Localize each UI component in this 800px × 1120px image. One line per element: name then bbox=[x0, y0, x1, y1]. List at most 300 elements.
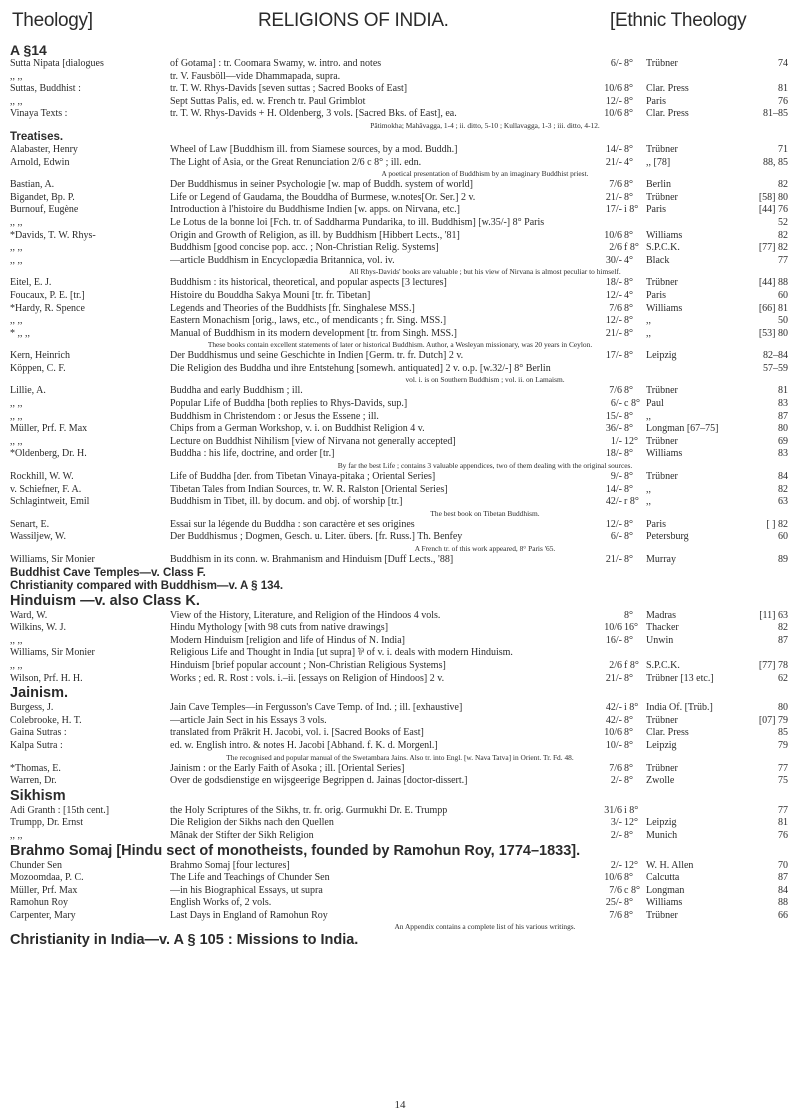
entry-price: 6/- bbox=[610, 58, 622, 69]
entry-publisher: Trübner bbox=[646, 435, 678, 447]
entry-price: 10/6 bbox=[604, 108, 622, 120]
entry-price: 12/- bbox=[605, 289, 622, 301]
book-entry bbox=[10, 885, 790, 898]
entry-title: Die Religion der Sikhs nach den Quellen bbox=[170, 817, 334, 829]
book-entry bbox=[10, 702, 790, 715]
entry-title: Works ; ed. R. Rost : vols. i.–ii. [essays on Religion of Hindoos] 2 v. bbox=[170, 672, 445, 684]
entry-year: 87 bbox=[778, 872, 788, 884]
entry-author: ,, ,, bbox=[10, 634, 23, 646]
entry-title: —article Jain Sect in his Essays 3 vols. bbox=[170, 714, 327, 726]
book-entry bbox=[10, 192, 790, 205]
entry-price: 7/6 bbox=[609, 179, 622, 191]
entry-publisher: S.P.C.K. bbox=[646, 659, 680, 671]
entry-price: 25/- bbox=[605, 897, 622, 909]
entry-price: 1/- bbox=[610, 435, 622, 447]
entry-title: Hindu Mythology [with 98 cuts from native drawings] bbox=[170, 622, 389, 634]
entry-author: ,, ,, bbox=[10, 315, 23, 327]
entry-year: 50 bbox=[778, 315, 788, 327]
section-heading bbox=[10, 685, 790, 702]
entry-price: 14/- bbox=[605, 143, 622, 155]
entry-publisher: Unwin bbox=[646, 634, 674, 646]
entry-price: 10/6 bbox=[604, 622, 622, 634]
entry-title: Brahmo Somaj [four lectures] bbox=[170, 859, 290, 871]
book-entry bbox=[10, 83, 790, 96]
book-entry bbox=[10, 715, 790, 728]
entry-publisher: W. H. Allen bbox=[646, 859, 694, 871]
entry-publisher: Munich bbox=[646, 829, 678, 841]
heading-text: Buddhist Cave Temples—v. Class F. bbox=[10, 566, 206, 579]
entry-format: 8° bbox=[624, 483, 633, 495]
book-entry bbox=[10, 144, 790, 157]
entry-author: Arnold, Edwin bbox=[10, 156, 70, 168]
annotation-note bbox=[10, 340, 790, 350]
annotation-note bbox=[10, 509, 790, 519]
entry-year: 81 bbox=[778, 385, 788, 397]
entry-publisher: Trübner bbox=[646, 277, 678, 289]
entry-title: Manual of Buddhism in its modern development [tr. from Singh. MSS.] bbox=[170, 327, 457, 339]
entry-title: Buddhism [good concise pop. acc. ; Non-Christian Relig. Systems] bbox=[170, 242, 439, 254]
entry-year: 88 bbox=[778, 897, 788, 909]
entry-author: Adi Granth : [15th cent.] bbox=[10, 804, 110, 816]
entry-author: Sutta Nipata [dialogues bbox=[10, 58, 104, 69]
entry-publisher: Thacker bbox=[646, 622, 679, 634]
entry-price: 17/- bbox=[605, 204, 622, 216]
entry-author: Kalpa Sutra : bbox=[10, 739, 63, 751]
book-entry bbox=[10, 610, 790, 623]
entry-author: Alabaster, Henry bbox=[10, 143, 78, 155]
heading-text: Treatises. bbox=[10, 130, 64, 143]
entry-publisher: Clar. Press bbox=[646, 727, 689, 739]
entry-title: Life or Legend of Gaudama, the Bouddha of Burmese, w.notes[Or. Ser.] 2 v. bbox=[170, 191, 476, 203]
entry-price: 15/- bbox=[605, 410, 622, 422]
heading-text: Hinduism —v. also Class K. bbox=[10, 592, 200, 609]
header-left: Theology] bbox=[12, 10, 93, 31]
entry-publisher: Clar. Press bbox=[646, 83, 689, 95]
book-entry bbox=[10, 860, 790, 873]
entry-year: 88, 85 bbox=[763, 156, 788, 168]
entry-year: 63 bbox=[778, 496, 788, 508]
entry-year: 60 bbox=[778, 531, 788, 543]
book-entry bbox=[10, 531, 790, 544]
book-entry bbox=[10, 763, 790, 776]
entry-price: 2/- bbox=[610, 829, 622, 841]
section-heading bbox=[10, 932, 790, 949]
entry-title: Die Religion des Buddha und ihre Entstehung [somewh. antiquated] 2 v. o.p. [w.32/-] 8° Berlin bbox=[170, 362, 551, 374]
entry-author: Köppen, C. F. bbox=[10, 362, 66, 374]
entry-year: 77 bbox=[778, 254, 788, 266]
entry-author: Colebrooke, H. T. bbox=[10, 714, 82, 726]
book-entry bbox=[10, 242, 790, 255]
entry-publisher: Calcutta bbox=[646, 872, 680, 884]
heading-text: Brahmo Somaj [Hindu sect of monotheists, founded by Ramohun Roy, 1774–1833]. bbox=[10, 842, 581, 859]
entry-price: 10/6 bbox=[604, 83, 622, 95]
entry-author: Williams, Sir Monier bbox=[10, 554, 95, 565]
entry-format: 8° bbox=[624, 302, 633, 314]
book-entry bbox=[10, 519, 790, 532]
book-entry bbox=[10, 303, 790, 316]
entry-title: translated from Prâkrit H. Jacobi, vol. i. [Sacred Books of East] bbox=[170, 727, 424, 739]
entry-title: Der Buddhismus ; Dogmen, Gesch. u. Liter. übers. [fr. Russ.] Th. Benfey bbox=[170, 531, 463, 543]
book-entry bbox=[10, 71, 790, 84]
entry-author: ,, ,, bbox=[10, 398, 23, 410]
entry-format: 8° bbox=[624, 531, 633, 543]
entry-format: 8° bbox=[624, 897, 633, 909]
entry-price: 16/- bbox=[605, 634, 622, 646]
entry-format: 8° bbox=[624, 423, 633, 435]
entry-title: Legends and Theories of the Buddhists [fr. Singhalese MSS.] bbox=[170, 302, 415, 314]
entry-year: 81 bbox=[778, 83, 788, 95]
entry-title: Lecture on Buddhist Nihilism [view of Nirvana not generally accepted] bbox=[170, 435, 456, 447]
entry-price: 21/- bbox=[605, 672, 622, 684]
book-entry bbox=[10, 471, 790, 484]
entry-price: 17/- bbox=[605, 350, 622, 362]
entry-publisher: Clar. Press bbox=[646, 108, 689, 120]
entry-title: —article Buddhism in Encyclopædia Britannica, vol. iv. bbox=[170, 254, 395, 266]
entry-title: tr. T. W. Rhys-Davids + H. Oldenberg, 3 vols. [Sacred Bks. of East], ea. bbox=[170, 108, 457, 120]
entry-format: 8° bbox=[624, 410, 633, 422]
entry-price: 7/6 bbox=[609, 884, 622, 896]
entry-title: Buddha and early Buddhism ; ill. bbox=[170, 385, 303, 397]
entry-format: 8° bbox=[624, 350, 633, 362]
entry-publisher: ,, bbox=[646, 327, 651, 339]
entry-title: tr. V. Fausböll—vide Dhammapada, supra. bbox=[170, 70, 341, 82]
entry-author: Carpenter, Mary bbox=[10, 909, 76, 921]
entry-format: 8° bbox=[624, 634, 633, 646]
book-entry bbox=[10, 673, 790, 686]
entry-title: Jainism : or the Early Faith of Asoka ; ill. [Oriental Series] bbox=[170, 762, 405, 774]
entry-format: 8° bbox=[624, 672, 633, 684]
entry-price: 2/- bbox=[610, 775, 622, 787]
entry-author: ,, ,, bbox=[10, 242, 23, 254]
entry-price: 36/- bbox=[605, 423, 622, 435]
book-entry bbox=[10, 157, 790, 170]
entry-publisher: Williams bbox=[646, 897, 683, 909]
entry-price: 21/- bbox=[605, 554, 622, 565]
entry-year: 80 bbox=[778, 702, 788, 714]
entry-year: 75 bbox=[778, 775, 788, 787]
heading-text: Jainism. bbox=[10, 685, 69, 702]
section-heading bbox=[10, 131, 790, 144]
entry-title: The Light of Asia, or the Great Renunciation 2/6 c 8° ; ill. edn. bbox=[170, 156, 422, 168]
entry-price: 12/- bbox=[605, 95, 622, 107]
entry-format: 8° bbox=[624, 95, 633, 107]
entry-format: 8° bbox=[624, 714, 633, 726]
entry-publisher: Paris bbox=[646, 95, 666, 107]
entry-title: Histoire du Bouddha Sakya Mouni [tr. fr. Tibetan] bbox=[170, 289, 371, 301]
book-entry bbox=[10, 448, 790, 461]
entry-author: Müller, Prf. Max bbox=[10, 884, 78, 896]
entry-publisher: S.P.C.K. bbox=[646, 242, 680, 254]
entry-publisher: Trübner bbox=[646, 143, 678, 155]
annotation-note bbox=[10, 375, 790, 385]
entry-price: 12/- bbox=[605, 315, 622, 327]
book-entry bbox=[10, 647, 790, 660]
entry-price: 10/6 bbox=[604, 872, 622, 884]
entry-price: 3/- bbox=[610, 817, 622, 829]
entry-author: Gaina Sutras : bbox=[10, 727, 67, 739]
book-entry bbox=[10, 350, 790, 363]
section-heading bbox=[10, 843, 790, 860]
entry-author: ,, ,, bbox=[10, 435, 23, 447]
book-entry bbox=[10, 484, 790, 497]
heading-text: A §14 bbox=[10, 42, 47, 58]
entry-year: [44] 76 bbox=[758, 204, 788, 216]
entry-author: * ,, ,, bbox=[10, 327, 30, 339]
entry-year: [77] 78 bbox=[758, 659, 788, 671]
entry-year: [77] 82 bbox=[758, 242, 788, 254]
entry-year: 82 bbox=[778, 483, 788, 495]
entry-year: 66 bbox=[778, 909, 788, 921]
entry-author: Müller, Prf. F. Max bbox=[10, 423, 88, 435]
entry-year: 82 bbox=[778, 622, 788, 634]
entry-price: 21/- bbox=[605, 327, 622, 339]
entry-author: *Thomas, E. bbox=[10, 762, 61, 774]
entry-author: v. Schiefner, F. A. bbox=[10, 483, 82, 495]
entry-author: Wilkins, W. J. bbox=[10, 622, 66, 634]
entry-year: 62 bbox=[778, 672, 788, 684]
entry-year: [44] 88 bbox=[758, 277, 788, 289]
entry-publisher: India Of. [Trüb.] bbox=[646, 702, 713, 714]
book-entry bbox=[10, 897, 790, 910]
entry-title: Origin and Growth of Religion, as ill. by Buddhism [Hibbert Lects., '81] bbox=[170, 229, 460, 241]
entry-title: Buddhism in Tibet, ill. by docum. and obj. of worship [tr.] bbox=[170, 496, 403, 508]
entry-format: 8° bbox=[624, 143, 633, 155]
entry-title: Mânak der Stifter der Sikh Religion bbox=[170, 829, 314, 841]
entry-title: Buddhism in Christendom : or Jesus the Essene ; ill. bbox=[170, 410, 379, 422]
entry-year: 83 bbox=[778, 448, 788, 460]
entry-author: Schlagintweit, Emil bbox=[10, 496, 90, 508]
entry-publisher: Madras bbox=[646, 609, 676, 621]
note-text: vol. i. is on Southern Buddhism ; vol. ii. on Lamaism. bbox=[405, 375, 565, 385]
note-text: An Appendix contains a complete list of his various writings. bbox=[394, 922, 576, 932]
entry-year: 83 bbox=[778, 398, 788, 410]
entry-title: Chips from a German Workshop, v. i. on Buddhist Religion 4 v. bbox=[170, 423, 425, 435]
entry-title: Jain Cave Temples—in Fergusson's Cave Temp. of Ind. ; ill. [exhaustive] bbox=[170, 702, 463, 714]
entry-title: —in his Biographical Essays, ut supra bbox=[170, 884, 323, 896]
entry-format: i 8° bbox=[624, 804, 639, 816]
entry-price: 21/- bbox=[605, 156, 622, 168]
entry-title: Religious Life and Thought in India [ut supra] ⅌ of v. i. deals with modern Hinduism. bbox=[170, 647, 513, 659]
entry-year: [58] 80 bbox=[758, 191, 788, 203]
entry-format: 8° bbox=[624, 58, 633, 69]
entry-publisher: ,, bbox=[646, 483, 651, 495]
entry-title: Life of Buddha [der. from Tibetan Vinaya-pitaka ; Oriental Series] bbox=[170, 471, 436, 483]
entry-publisher: Murray bbox=[646, 554, 676, 565]
entry-author: ,, ,, bbox=[10, 659, 23, 671]
book-entry bbox=[10, 622, 790, 635]
entry-year: [11] 63 bbox=[759, 609, 788, 621]
entry-price: 7/6 bbox=[609, 385, 622, 397]
entry-price: 21/- bbox=[605, 191, 622, 203]
note-text: By far the best Life ; contains 3 valuable appendices, two of them dealing with the original sources. bbox=[337, 461, 633, 471]
entry-format: 8° bbox=[624, 83, 633, 95]
entry-format: 16° bbox=[624, 622, 638, 634]
entry-title: Hinduism [brief popular account ; Non-Christian Religious Systems] bbox=[170, 659, 446, 671]
book-entry bbox=[10, 290, 790, 303]
annotation-note bbox=[10, 461, 790, 471]
book-entry bbox=[10, 204, 790, 217]
note-text: Pâtimokha; Mahâvagga, 1-4 ; ii. ditto, 5-10 ; Kullavagga, 1-3 ; iii. ditto, 4-12. bbox=[370, 120, 600, 130]
heading-text: Sikhism bbox=[10, 787, 66, 804]
note-text: A French tr. of this work appeared, 8° Paris '65. bbox=[414, 544, 556, 553]
bibliography-body bbox=[10, 42, 790, 949]
entry-title: Modern Hinduism [religion and life of Hindus of N. India] bbox=[170, 634, 405, 646]
entry-author: Kern, Heinrich bbox=[10, 350, 70, 362]
entry-year: 76 bbox=[778, 95, 788, 107]
entry-price: 7/6 bbox=[609, 909, 622, 921]
entry-format: 8° bbox=[624, 108, 633, 120]
entry-price: 10/- bbox=[605, 739, 622, 751]
entry-format: r 8° bbox=[624, 496, 639, 508]
entry-price: 2/6 bbox=[609, 242, 622, 254]
entry-title: The Life and Teachings of Chunder Sen bbox=[170, 872, 330, 884]
entry-price: 42/- bbox=[605, 714, 622, 726]
heading-text: Christianity compared with Buddhism—v. A § 134. bbox=[10, 579, 284, 592]
entry-author: Warren, Dr. bbox=[10, 775, 57, 787]
entry-format: 8° bbox=[624, 727, 633, 739]
entry-publisher: Zwolle bbox=[646, 775, 675, 787]
entry-price: 6/- bbox=[610, 398, 622, 410]
entry-author: Trumpp, Dr. Ernst bbox=[10, 817, 83, 829]
book-entry bbox=[10, 817, 790, 830]
entry-author: Ward, W. bbox=[10, 609, 48, 621]
entry-year: 77 bbox=[778, 762, 788, 774]
book-entry bbox=[10, 96, 790, 109]
entry-format: c 8° bbox=[624, 398, 640, 410]
entry-publisher: ,, bbox=[646, 496, 651, 508]
entry-title: Over de godsdienstige en wijsgeerige Begrippen d. Jainas [doctor-dissert.] bbox=[170, 775, 468, 787]
entry-author: ,, ,, bbox=[10, 829, 23, 841]
entry-publisher: Trübner bbox=[646, 471, 678, 483]
entry-publisher: Trübner bbox=[646, 58, 678, 69]
entry-year: 79 bbox=[778, 739, 788, 751]
book-entry bbox=[10, 805, 790, 818]
entry-format: 12° bbox=[624, 817, 638, 829]
entry-format: i 8° bbox=[624, 204, 639, 216]
entry-author: Ramohun Roy bbox=[10, 897, 69, 909]
book-entry bbox=[10, 179, 790, 192]
entry-format: 8° bbox=[624, 609, 633, 621]
entry-title: Le Lotus de la bonne loi [Fch. tr. of Saddharma Pundarika, to ill. Buddhism] [w.35/-] 8° Paris bbox=[170, 216, 545, 228]
entry-price: 31/6 bbox=[604, 804, 622, 816]
annotation-note bbox=[10, 267, 790, 277]
page-header bbox=[0, 10, 800, 34]
entry-publisher: ,, [78] bbox=[646, 156, 671, 168]
book-entry bbox=[10, 775, 790, 788]
entry-author: Eitel, E. J. bbox=[10, 277, 52, 289]
entry-title: of Gotama] : tr. Coomara Swamy, w. intro. and notes bbox=[170, 58, 382, 69]
entry-price: 6/- bbox=[610, 531, 622, 543]
book-entry bbox=[10, 385, 790, 398]
book-entry bbox=[10, 740, 790, 753]
book-entry bbox=[10, 255, 790, 268]
entry-title: Buddhism in its conn. w. Brahmanism and Hinduism [Duff Lects., '88] bbox=[170, 554, 454, 565]
entry-author: Bigandet, Bp. P. bbox=[10, 191, 75, 203]
entry-year: 85 bbox=[778, 727, 788, 739]
entry-publisher: ,, bbox=[646, 315, 651, 327]
note-text: A poetical presentation of Buddhism by an imaginary Buddhist priest. bbox=[381, 169, 589, 179]
section-heading bbox=[10, 580, 790, 593]
entry-publisher: Trübner bbox=[646, 909, 678, 921]
entry-author: ,, ,, bbox=[10, 70, 23, 82]
entry-title: Tibetan Tales from Indian Sources, tr. W. R. Ralston [Oriental Series] bbox=[170, 483, 448, 495]
entry-publisher: Leipzig bbox=[646, 817, 677, 829]
entry-publisher: Black bbox=[646, 254, 670, 266]
entry-publisher: Leipzig bbox=[646, 739, 677, 751]
entry-title: Eastern Monachism [orig., laws, etc., of mendicants ; fr. Sing. MSS.] bbox=[170, 315, 447, 327]
entry-title: Der Buddhismus in seiner Psychologie [w. map of Buddh. system of world] bbox=[170, 179, 473, 191]
book-entry bbox=[10, 108, 790, 121]
entry-format: 8° bbox=[624, 385, 633, 397]
book-entry bbox=[10, 328, 790, 341]
entry-format: 8° bbox=[624, 518, 633, 530]
entry-author: ,, ,, bbox=[10, 95, 23, 107]
entry-title: Sept Suttas Palis, ed. w. French tr. Paul Grimblot bbox=[170, 95, 366, 107]
entry-author: Burgess, J. bbox=[10, 702, 54, 714]
entry-author: Vinaya Texts : bbox=[10, 108, 68, 120]
annotation-note bbox=[10, 169, 790, 179]
entry-publisher: Trübner bbox=[646, 385, 678, 397]
entry-price: 2/- bbox=[610, 859, 622, 871]
entry-year: 71 bbox=[778, 143, 788, 155]
entry-price: 7/6 bbox=[609, 762, 622, 774]
book-entry bbox=[10, 496, 790, 509]
entry-title: tr. T. W. Rhys-Davids [seven suttas ; Sacred Books of East] bbox=[170, 83, 408, 95]
entry-format: 8° bbox=[624, 739, 633, 751]
entry-year: 81 bbox=[778, 817, 788, 829]
entry-year: 52 bbox=[778, 216, 788, 228]
note-text: The best book on Tibetan Buddhism. bbox=[430, 508, 540, 518]
entry-author: Williams, Sir Monier bbox=[10, 647, 95, 659]
entry-title: Essai sur la légende du Buddha : son caractère et ses origines bbox=[170, 518, 415, 530]
entry-year: 82 bbox=[778, 229, 788, 241]
entry-price: 18/- bbox=[605, 277, 622, 289]
entry-title: Buddhism : its historical, theoretical, and popular aspects [3 lectures] bbox=[170, 277, 447, 289]
entry-publisher: Berlin bbox=[646, 179, 671, 191]
entry-title: Der Buddhismus und seine Geschichte in Indien [Germ. tr. fr. Dutch] 2 v. bbox=[170, 350, 464, 362]
entry-publisher: Trübner bbox=[646, 714, 678, 726]
entry-publisher: Trübner bbox=[646, 762, 678, 774]
entry-publisher: Paris bbox=[646, 518, 666, 530]
entry-title: View of the History, Literature, and Religion of the Hindoos 4 vols. bbox=[170, 609, 441, 621]
book-entry bbox=[10, 363, 790, 376]
entry-author: *Hardy, R. Spence bbox=[10, 302, 85, 314]
entry-title: Wheel of Law [Buddhism ill. from Siamese sources, by a mod. Buddh.] bbox=[170, 143, 458, 155]
entry-author: Wilson, Prf. H. H. bbox=[10, 672, 83, 684]
entry-format: 4° bbox=[624, 254, 633, 266]
book-entry bbox=[10, 830, 790, 843]
entry-year: 84 bbox=[778, 471, 788, 483]
annotation-note bbox=[10, 121, 790, 131]
entry-title: the Holy Scriptures of the Sikhs, tr. fr. orig. Gurmukhi Dr. E. Trumpp bbox=[170, 804, 448, 816]
entry-format: 8° bbox=[624, 315, 633, 327]
entry-publisher: Longman bbox=[646, 884, 685, 896]
entry-format: 8° bbox=[624, 872, 633, 884]
entry-author: *Davids, T. W. Rhys- bbox=[10, 229, 96, 241]
entry-format: 4° bbox=[624, 156, 633, 168]
entry-year: 76 bbox=[778, 829, 788, 841]
entry-publisher: Trübner [13 etc.] bbox=[646, 672, 714, 684]
entry-year: 84 bbox=[778, 884, 788, 896]
entry-author: Foucaux, P. E. [tr.] bbox=[10, 289, 85, 301]
entry-format: 8° bbox=[624, 775, 633, 787]
entry-format: 8° bbox=[624, 554, 633, 565]
header-center: RELIGIONS OF INDIA. bbox=[258, 10, 449, 31]
entry-publisher: Leipzig bbox=[646, 350, 677, 362]
book-entry bbox=[10, 727, 790, 740]
entry-publisher: Williams bbox=[646, 302, 683, 314]
note-text: All Rhys-Davids' books are valuable ; but his view of Nirvana is almost peculiar to himself. bbox=[349, 267, 621, 277]
